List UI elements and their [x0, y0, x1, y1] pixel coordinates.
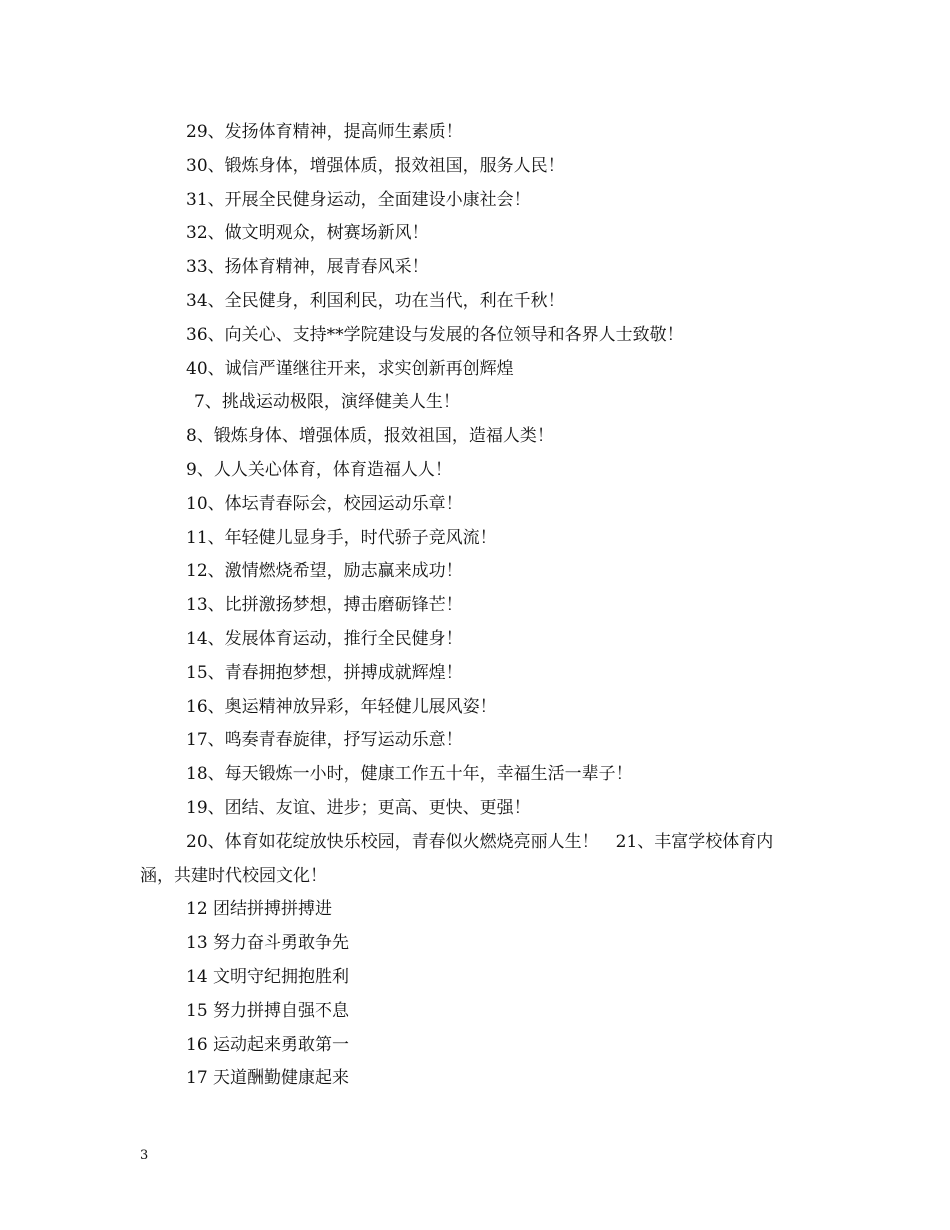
slogan-line: 7、挑战运动极限，演绎健美人生！	[194, 392, 460, 413]
slogan-line: 14、发展体育运动，推行全民健身！	[186, 628, 463, 649]
slogan-line: 33、扬体育精神，展青春风采！	[186, 257, 429, 278]
slogan-line: 31、开展全民健身运动，全面建设小康社会！	[186, 189, 531, 210]
page-number: 3	[140, 1148, 149, 1163]
slogan-list	[140, 116, 820, 1096]
slogan-line: 11、年轻健儿显身手，时代骄子竞风流！	[186, 527, 497, 548]
slogan-line: 17 天道酬勤健康起来	[186, 1068, 350, 1089]
slogan-line: 20、体育如花绽放快乐校园，青春似火燃烧亮丽人生！ 21、丰富学校体育内	[186, 831, 774, 852]
slogan-line: 16 运动起来勇敢第一	[186, 1034, 350, 1055]
slogan-line: 36、向关心、支持**学院建设与发展的各位领导和各界人士致敬！	[186, 324, 684, 345]
slogan-line: 10、体坛青春际会，校园运动乐章！	[186, 493, 463, 514]
slogan-line: 14 文明守纪拥抱胜利	[186, 966, 350, 987]
slogan-line: 30、锻炼身体，增强体质，报效祖国，服务人民！	[186, 155, 565, 176]
slogan-line: 13、比拼激扬梦想，搏击磨砺锋芒！	[186, 595, 463, 616]
slogan-line: 8、锻炼身体、增强体质，报效祖国，造福人类！	[186, 426, 554, 447]
slogan-line: 15、青春拥抱梦想，拼搏成就辉煌！	[186, 662, 463, 683]
slogan-line: 12、激情燃烧希望，励志赢来成功！	[186, 561, 463, 582]
slogan-line: 17、鸣奏青春旋律，抒写运动乐意！	[186, 730, 463, 751]
slogan-line-continuation: 涵，共建时代校园文化！	[140, 865, 327, 886]
slogan-line: 34、全民健身，利国利民，功在当代，利在千秋！	[186, 290, 565, 311]
slogan-line: 18、每天锻炼一小时，健康工作五十年，幸福生活一辈子！	[186, 764, 633, 785]
slogan-line: 16、奥运精神放异彩，年轻健儿展风姿！	[186, 696, 497, 717]
slogan-line: 19、团结、友谊、进步；更高、更快、更强！	[186, 797, 531, 818]
slogan-line: 12 团结拼搏拼搏进	[186, 899, 333, 920]
slogan-line: 32、做文明观众，树赛场新风！	[186, 223, 429, 244]
slogan-line: 40、诚信严谨继往开来，求实创新再创辉煌	[186, 358, 514, 379]
slogan-line: 9、人人关心体育，体育造福人人！	[186, 459, 452, 480]
slogan-line: 15 努力拼搏自强不息	[186, 1000, 350, 1021]
slogan-line: 29、发扬体育精神，提高师生素质！	[186, 122, 463, 142]
slogan-line: 13 努力奋斗勇敢争先	[186, 933, 350, 954]
